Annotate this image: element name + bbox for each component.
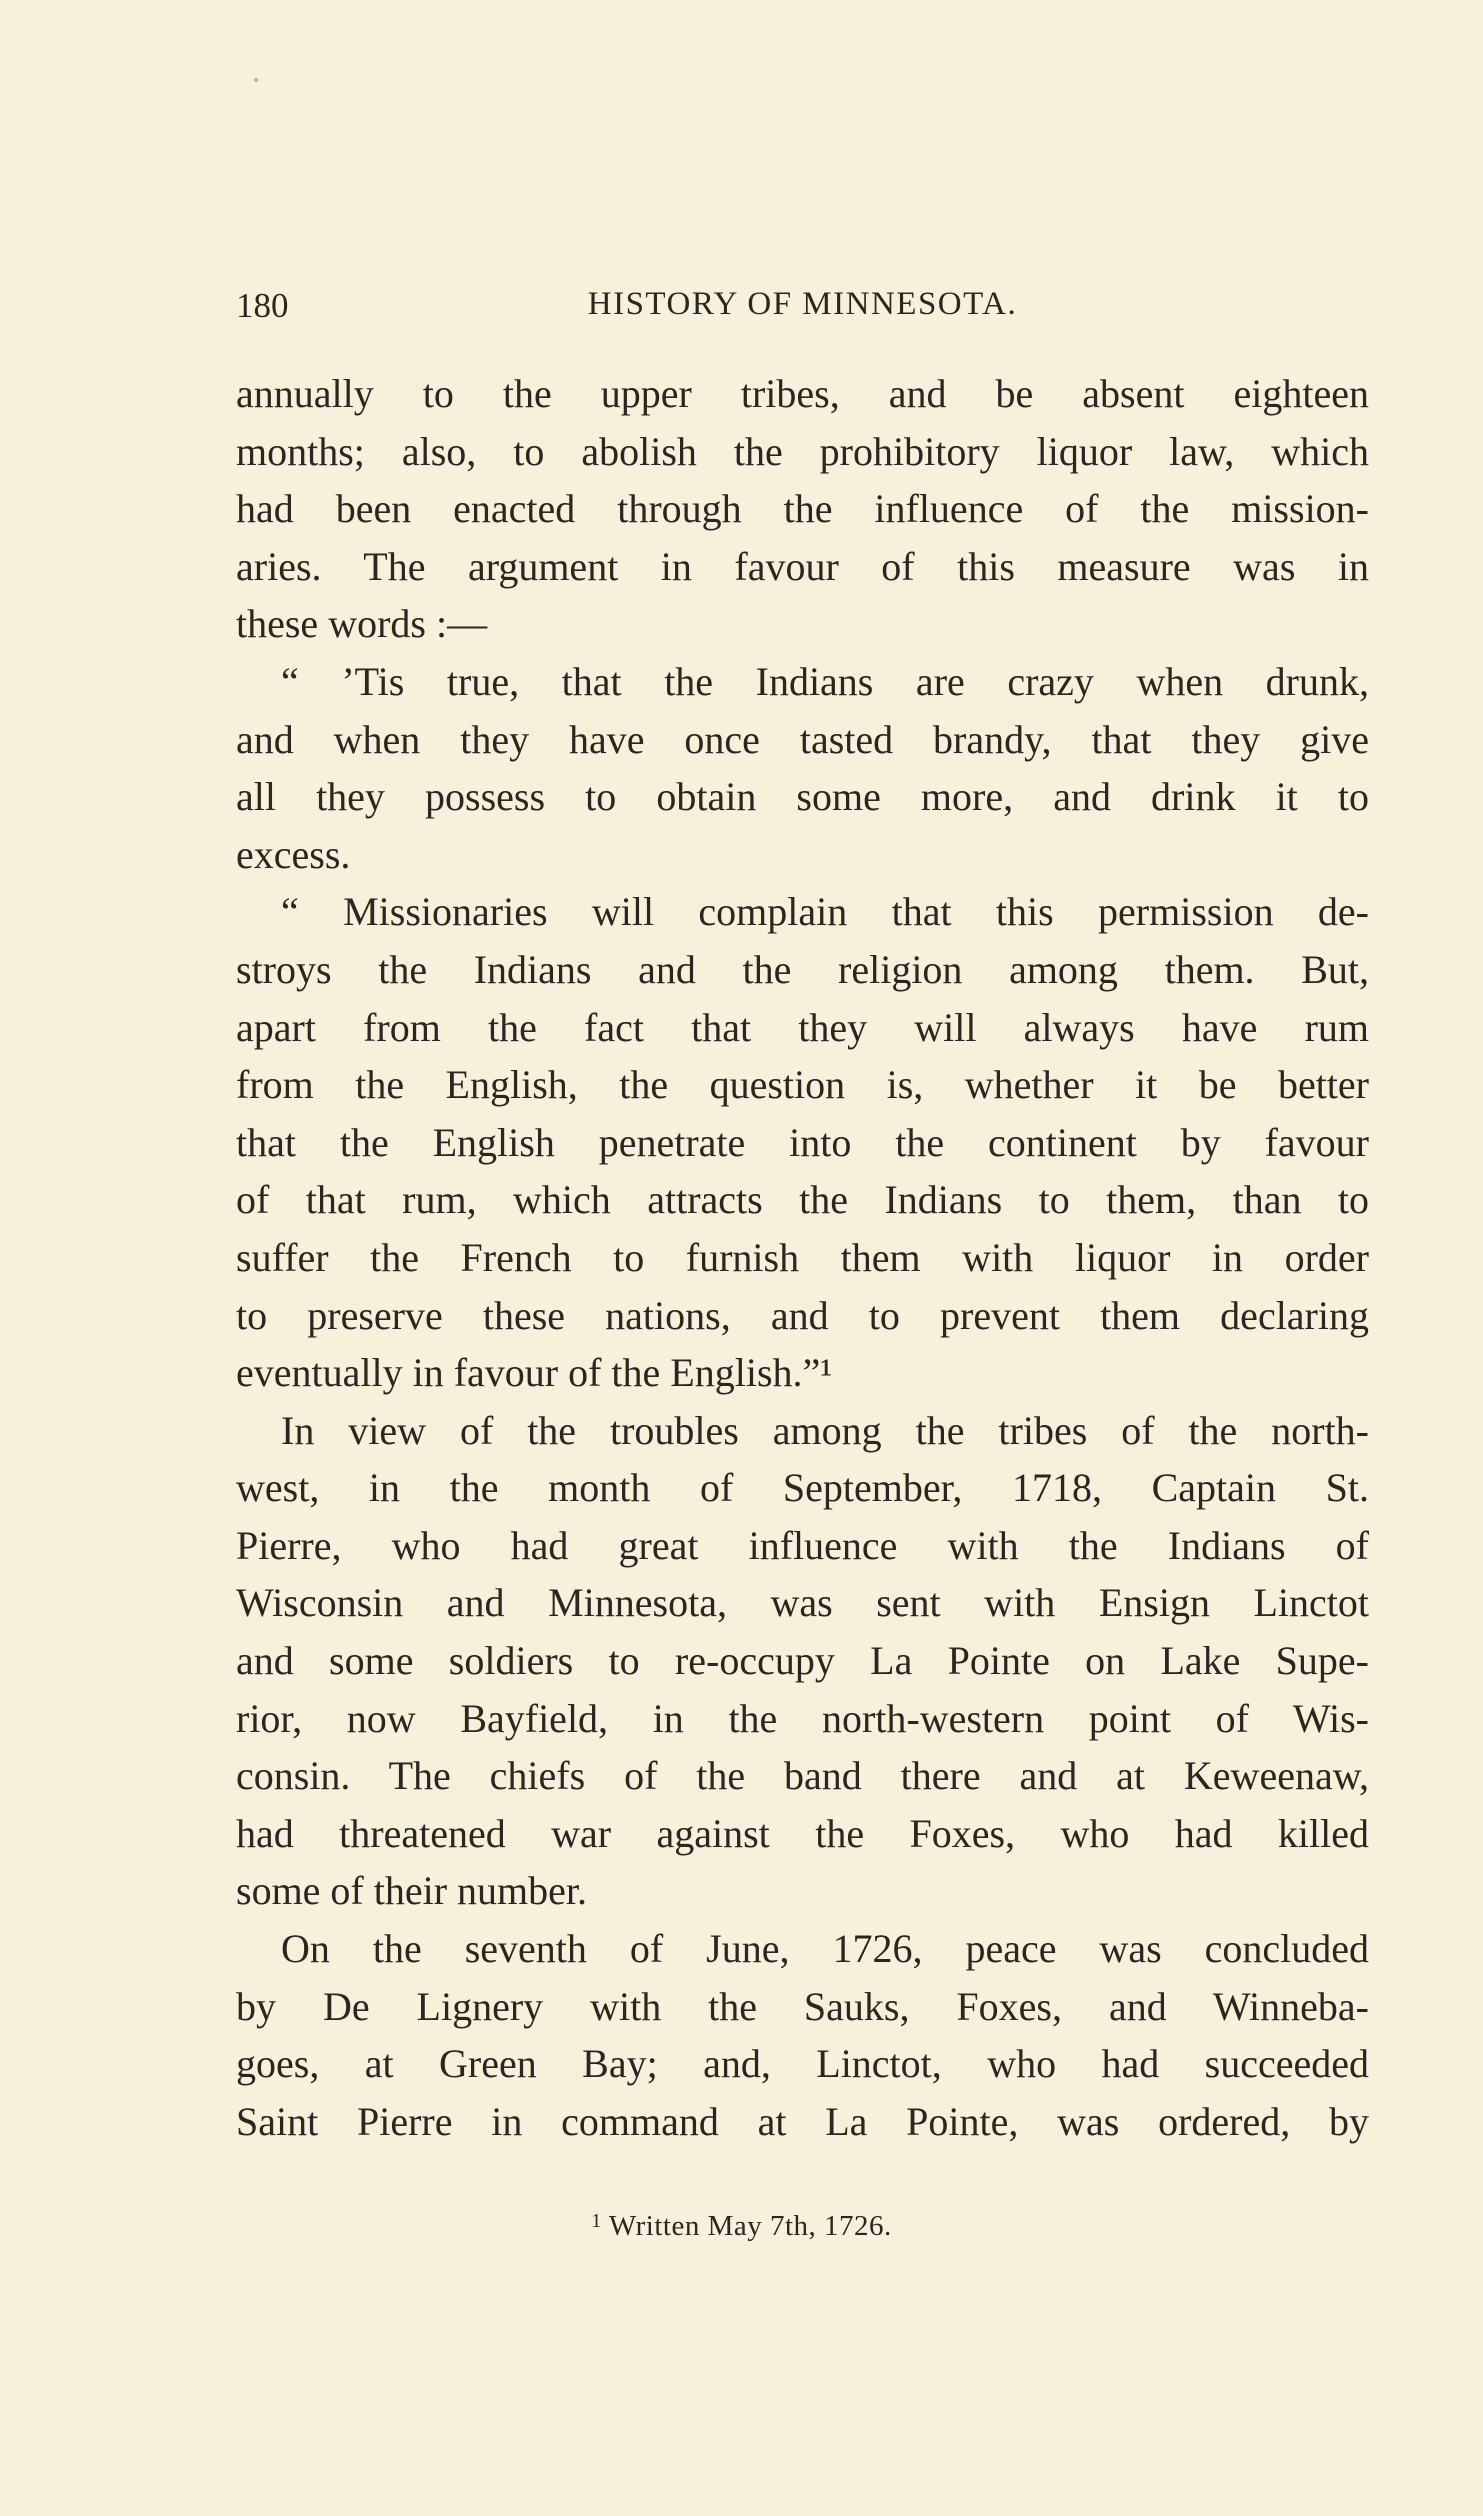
text-line: had been enacted through the influence of the mission- [236, 486, 1369, 532]
text-line: eventually in favour of the English.”¹ [236, 1350, 833, 1396]
text-line: In view of the troubles among the tribes of the north- [281, 1407, 1369, 1453]
text-line: all they possess to obtain some more, and drink it to [236, 774, 1369, 820]
footnote-marker: 1 [591, 2210, 602, 2232]
page-header [236, 278, 1369, 328]
text-line: from the English, the question is, whether it be better [236, 1062, 1369, 1108]
text-line: that the English penetrate into the continent by favour [236, 1119, 1369, 1165]
text-line: Pierre, who had great influence with the Indians of [236, 1522, 1369, 1568]
text-line: to preserve these nations, and to prevent them declaring [236, 1292, 1369, 1338]
text-line: and some soldiers to re-occupy La Pointe on Lake Supe- [236, 1638, 1369, 1684]
text-line: and when they have once tasted brandy, that they give [236, 716, 1369, 762]
text-line: these words :— [236, 601, 488, 647]
text-line: stroys the Indians and the religion among them. But, [236, 946, 1369, 992]
ink-speck [254, 78, 258, 82]
text-line: months; also, to abolish the prohibitory liquor law, which [236, 428, 1369, 474]
text-line: consin. The chiefs of the band there and at Keweenaw, [236, 1753, 1369, 1799]
text-line: some of their number. [236, 1868, 588, 1914]
text-line: excess. [236, 831, 351, 877]
text-line: had threatened war against the Foxes, who had killed [236, 1810, 1369, 1856]
text-line: annually to the upper tribes, and be absent eighteen [236, 371, 1369, 416]
text-line: suffer the French to furnish them with liquor in order [236, 1234, 1369, 1280]
text-line: goes, at Green Bay; and, Linctot, who had succeeded [236, 2041, 1369, 2087]
body-text [236, 365, 1369, 2150]
text-line: west, in the month of September, 1718, Captain St. [236, 1465, 1369, 1511]
text-line: Saint Pierre in command at La Pointe, was ordered, by [236, 2098, 1369, 2144]
text-line: aries. The argument in favour of this measure was in [236, 543, 1369, 589]
footnote-text: Written May 7th, 1726. [608, 2210, 892, 2242]
page-number: 180 [236, 286, 289, 325]
footnote [0, 2210, 1483, 2243]
text-line: Wisconsin and Minnesota, was sent with Ensign Linctot [236, 1580, 1369, 1626]
text-line: On the seventh of June, 1726, peace was concluded [281, 1926, 1369, 1972]
text-line: apart from the fact that they will always have rum [236, 1004, 1369, 1050]
text-line: by De Lignery with the Sauks, Foxes, and Winneba- [236, 1983, 1369, 2029]
text-line: “ ’Tis true, that the Indians are crazy when drunk, [281, 658, 1369, 704]
running-title: HISTORY OF MINNESOTA. [587, 286, 1018, 322]
text-line: “ Missionaries will complain that this permission de- [281, 889, 1369, 935]
text-line: rior, now Bayfield, in the north-western point of Wis- [236, 1695, 1369, 1741]
text-line: of that rum, which attracts the Indians to them, than to [236, 1177, 1369, 1223]
